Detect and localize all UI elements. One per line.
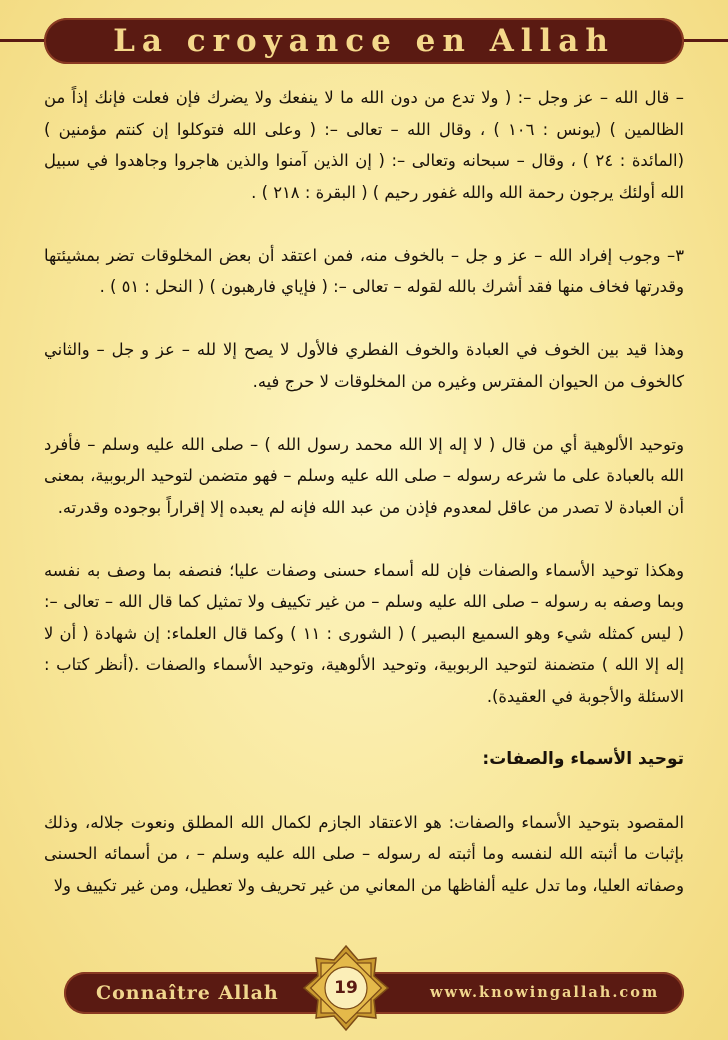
paragraph-3: وهذا قيد بين الخوف في العبادة والخوف الفطري فالأول لا يصح إلا لله – عز و جل – والثاني كالخوف من الحيوان المفترس وغيره من المخلوقات لا حرج فيه. bbox=[44, 340, 684, 391]
body-text bbox=[44, 82, 684, 933]
paragraph-6: المقصود بتوحيد الأسماء والصفات: هو الاعتقاد الجازم لكمال الله المطلق ونعوت جلاله، وذلك بإثبات ما أثبته الله لنفسه وما أثبته له رسوله – صلى الله عليه وسلم – ، من أسمائه الحسنى وصفاته العليا، وما تدل عليه ألفاظها من المعاني من غير تحريف ولا تعطيل، ومن غير تكييف ولا bbox=[44, 812, 684, 895]
paragraph-1: – قال الله – عز وجل –: ( ولا تدع من دون الله ما لا ينفعك ولا يضرك فإن فعلت فإنك إذاً من الظالمين ) (يونس : ١٠٦ ) ، وقال الله – تعالى –: ( وعلى الله فتوكلوا إن كنتم مؤمنين ) (المائدة : ٢٤ ) ، وقال – سبحانه وتعالى –: ( إن الذين آمنوا والذين هاجروا وجاهدوا في سبيل الله أولئك يرجون رحمة الله والله غفور رحيم ) ( البقرة : ٢١٨ ) . bbox=[44, 88, 684, 202]
footer-website-link[interactable]: www.knowingallah.com bbox=[430, 984, 660, 1001]
page-number: 19 bbox=[334, 978, 358, 998]
paragraph-5: وهكذا توحيد الأسماء والصفات فإن لله أسماء حسنى وصفات عليا؛ فنصفه بما وصف به نفسه وبما وصفه به رسوله – صلى الله عليه وسلم – من غير تكييف ولا تمثيل كما قال الله – تعالى –: ( ليس كمثله شيء وهو السميع البصير ) ( الشورى : ١١ ) وكما قال العلماء: إن شهادة ( أن لا إله إلا الله ) متضمنة لتوحيد الربوبية، وتوحيد الألوهية، وتوحيد الأسماء والصفات .(أنظر كتاب : الاسئلة والأجوبة في العقيدة). bbox=[44, 560, 684, 706]
paragraph-4: وتوحيد الألوهية أي من قال ( لا إله إلا الله محمد رسول الله ) – صلى الله عليه وسلم – فأفرد الله بالعبادة على ما شرعه رسوله – صلى الله عليه وسلم – فهو متضمن لتوحيد الربوبية، بمعنى أن العبادة لا تصدر من عاقل لمعدوم فإذن من عبد الله فإنه لم يعبده إلا إقراراً بوجوده وقدرته. bbox=[44, 434, 684, 517]
page-title: La croyance en Allah bbox=[113, 23, 615, 59]
section-heading: توحيد الأسماء والصفات: bbox=[482, 748, 684, 769]
footer-book-title: Connaître Allah bbox=[96, 982, 279, 1004]
header-banner bbox=[44, 18, 684, 64]
paragraph-2: ٣– وجوب إفراد الله – عز و جل – بالخوف منه، فمن اعتقد أن بعض المخلوقات تضر بمشيئتها وقدرتها فخاف منها فقد أشرك بالله لقوله – تعالى –: ( فإياي فارهبون ) ( النحل : ٥١ ) . bbox=[44, 245, 684, 296]
